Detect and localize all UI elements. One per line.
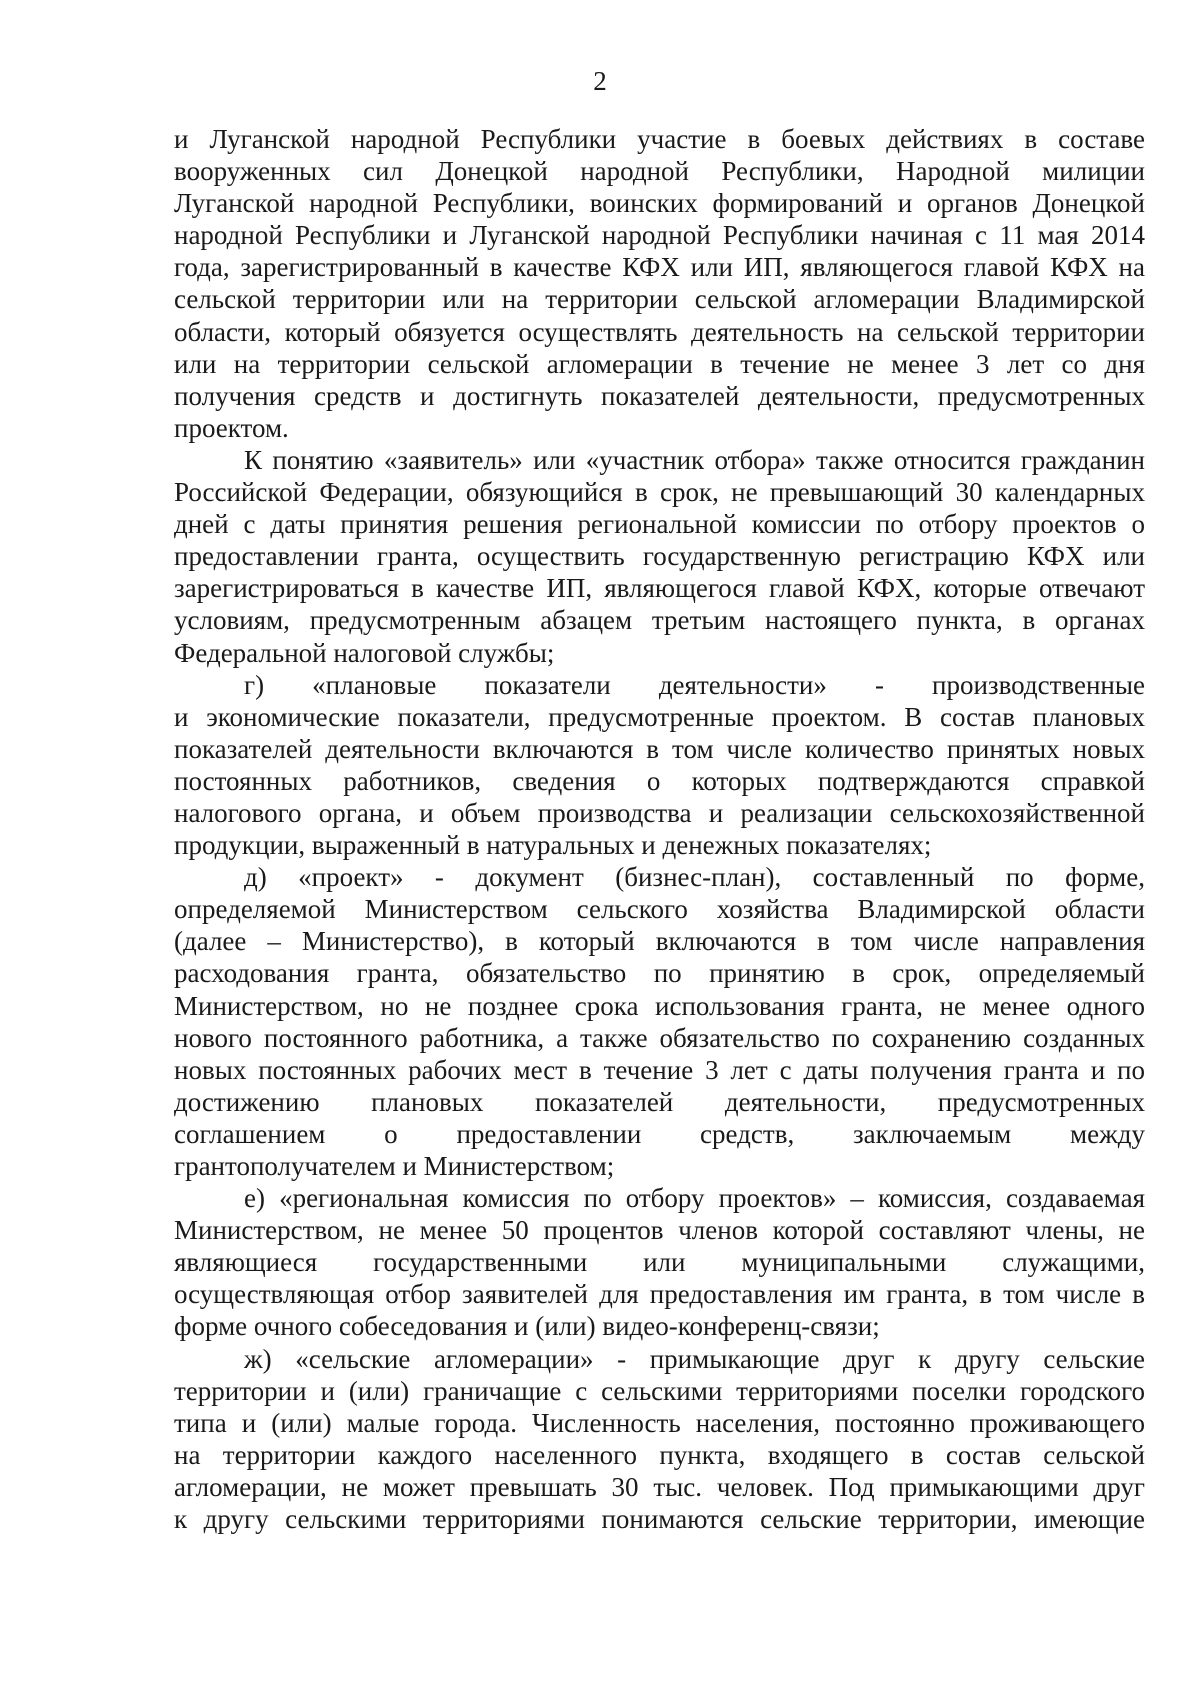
text-line: д) «проект» - документ (бизнес-план), составленный по форме,: [244, 862, 1145, 893]
text-line: и экономические показатели, предусмотренные проектом. В состав плановых: [174, 701, 1145, 732]
text-line: грантополучателем и Министерством;: [174, 1151, 615, 1181]
text-line: года, зарегистрированный в качестве КФХ или ИП, являющегося главой КФХ на: [174, 252, 1145, 283]
text-line: и Луганской народной Республики участие в боевых действиях в составе: [174, 124, 1145, 154]
text-line: ж) «сельские агломерации» - примыкающие друг к другу сельские: [244, 1343, 1145, 1374]
text-line: налогового органа, и объем производства и реализации сельскохозяйственной: [174, 797, 1145, 828]
text-line: получения средств и достигнуть показателей деятельности, предусмотренных: [174, 380, 1145, 411]
text-line: предоставлении гранта, осуществить государственную регистрацию КФХ или: [174, 541, 1145, 572]
text-line: соглашением о предоставлении средств, заключаемым между: [174, 1118, 1145, 1149]
text-line: определяемой Министерством сельского хозяйства Владимирской области: [174, 894, 1145, 925]
text-line: расходования гранта, обязательство по принятию в срок, определяемый: [174, 958, 1145, 989]
text-line: Федеральной налоговой службы;: [174, 637, 555, 668]
paragraph-6: [174, 1343, 1145, 1536]
text-line: Министерством, но не позднее срока использования гранта, не менее одного: [174, 990, 1145, 1021]
text-line: к другу сельскими территориями понимаются сельские территории, имеющие: [174, 1504, 1145, 1535]
text-line: проектом.: [174, 412, 289, 443]
text-line: области, который обязуется осуществлять деятельность на сельской территории: [174, 316, 1145, 347]
text-line: условиям, предусмотренным абзацем третьим настоящего пункта, в органах: [174, 605, 1145, 636]
text-line: форме очного собеседования и (или) видео-конференц-связи;: [174, 1311, 880, 1342]
text-line: (далее – Министерство), в который включаются в том числе направления: [174, 926, 1145, 957]
text-line: на территории каждого населенного пункта, входящего в состав сельской: [174, 1439, 1145, 1470]
text-line: зарегистрироваться в качестве ИП, являющегося главой КФХ, которые отвечают: [174, 573, 1145, 604]
text-line: Министерством, не менее 50 процентов членов которой составляют члены, не: [174, 1215, 1145, 1246]
text-line: агломерации, не может превышать 30 тыс. человек. Под примыкающими друг: [174, 1471, 1145, 1502]
paragraph-3: [174, 669, 1145, 862]
text-line: постоянных работников, сведения о которых подтверждаются справкой: [174, 765, 1145, 796]
paragraph-2: [174, 444, 1145, 669]
paragraph-5: [174, 1182, 1145, 1342]
text-line: достижению плановых показателей деятельности, предусмотренных: [174, 1086, 1145, 1117]
page-number: 2: [593, 66, 607, 96]
text-line: народной Республики и Луганской народной Республики начиная с 11 мая 2014: [174, 220, 1145, 251]
text-line: е) «региональная комиссия по отбору проектов» – комиссия, создаваемая: [244, 1183, 1145, 1214]
text-line: Луганской народной Республики, воинских формирований и органов Донецкой: [174, 188, 1145, 219]
text-line: или на территории сельской агломерации в течение не менее 3 лет со дня: [174, 348, 1145, 379]
text-line: сельской территории или на территории сельской агломерации Владимирской: [174, 284, 1145, 315]
text-line: осуществляющая отбор заявителей для предоставления им гранта, в том числе в: [174, 1279, 1145, 1310]
text-line: являющиеся государственными или муниципальными служащими,: [174, 1247, 1145, 1278]
text-line: нового постоянного работника, а также обязательство по сохранению созданных: [174, 1022, 1145, 1053]
text-line: вооруженных сил Донецкой народной Республики, Народной милиции: [174, 156, 1145, 187]
document-body: [174, 123, 1145, 1535]
text-line: продукции, выраженный в натуральных и денежных показателях;: [174, 830, 932, 861]
text-line: дней с даты принятия решения региональной комиссии по отбору проектов о: [174, 509, 1145, 540]
paragraph-4: [174, 861, 1145, 1182]
text-line: новых постоянных рабочих мест в течение 3 лет с даты получения гранта и по: [174, 1054, 1145, 1085]
paragraph-1: [174, 123, 1145, 444]
text-line: типа и (или) малые города. Численность населения, постоянно проживающего: [174, 1407, 1145, 1438]
text-line: территории и (или) граничащие с сельскими территориями поселки городского: [174, 1375, 1145, 1406]
text-line: Российской Федерации, обязующийся в срок, не превышающий 30 календарных: [174, 477, 1145, 508]
text-line: г) «плановые показатели деятельности» - производственные: [244, 669, 1145, 700]
text-line: К понятию «заявитель» или «участник отбора» также относится гражданин: [244, 444, 1145, 475]
text-line: показателей деятельности включаются в том числе количество принятых новых: [174, 733, 1145, 764]
